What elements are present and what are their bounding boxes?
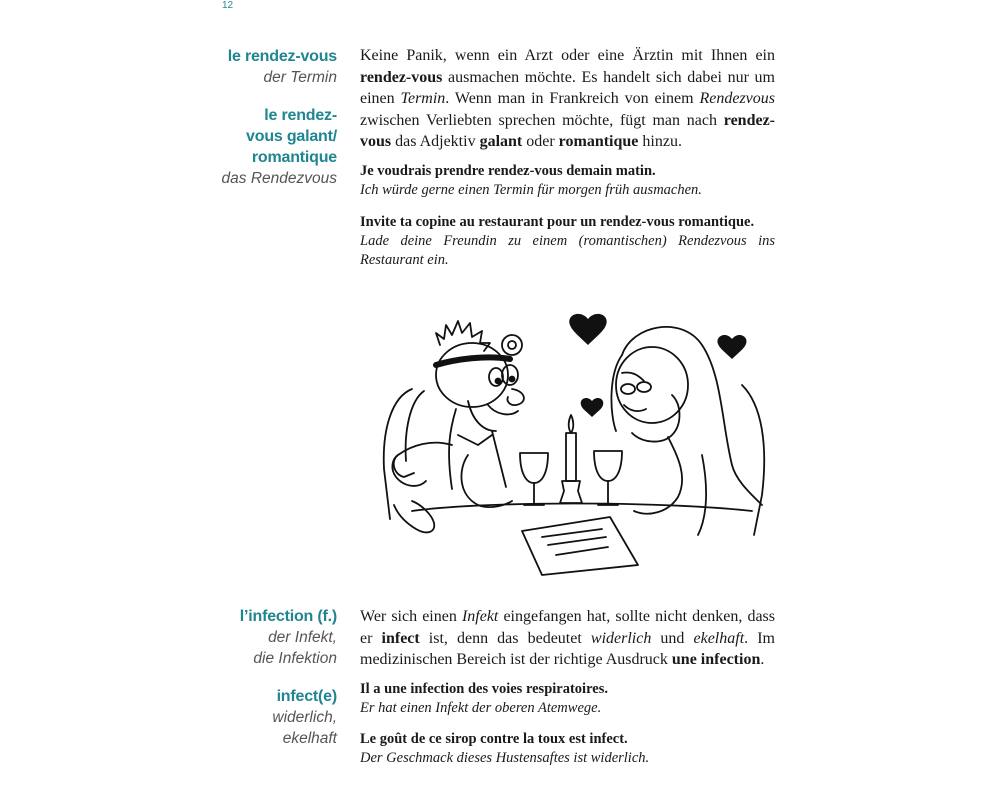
text-run: und [651, 629, 694, 647]
text-run: romantique [558, 133, 639, 150]
text-run: . [760, 651, 765, 668]
heart-icon [717, 335, 746, 359]
paragraph [360, 606, 775, 671]
text-run: rendez-vous [360, 111, 775, 150]
example-german: Ich würde gerne einen Termin für morgen früh ausmachen. [360, 181, 702, 198]
term: infect(e) [276, 688, 337, 705]
text-run: das Adjektiv [391, 133, 480, 150]
text-run: Infekt [461, 608, 499, 625]
text-run: widerlich [590, 629, 652, 647]
term-line: romantique [251, 149, 337, 166]
text-run: ekelhaft [693, 629, 745, 647]
text-run: zwischen Verliebten sprechen möchte, fügt man nach [360, 111, 724, 129]
paragraph [360, 45, 775, 153]
example-french: Il a une infection des voies respiratoires. [360, 680, 608, 697]
term-line: vous galant/ [246, 128, 337, 145]
term-line: le rendez- [264, 107, 337, 124]
text-run: infect [381, 629, 420, 647]
term: le rendez-vous [227, 48, 337, 65]
example-german: Er hat einen Infekt der oberen Atemwege. [360, 699, 602, 716]
translation-line: ekelhaft [282, 730, 337, 747]
page-number: 12 [222, 0, 234, 11]
heart-icon [581, 398, 604, 417]
text-run: ausmachen möchte. Es handelt sich dabei nur um einen [360, 68, 775, 107]
text-run: ist, denn das bedeutet [419, 629, 591, 647]
term: l’infection (f.) [239, 608, 337, 625]
text-run: Termin [400, 90, 446, 107]
translation: das Rendezvous [221, 170, 337, 187]
example-french: Le goût de ce sirop contre la toux est infect. [360, 730, 628, 747]
example-german: Der Geschmack dieses Hustensaftes ist widerlich. [360, 749, 650, 766]
translation: der Termin [263, 69, 337, 86]
translation-line: widerlich, [272, 709, 337, 726]
text-run: eingefangen hat, sollte nicht denken, dass er [360, 608, 776, 647]
text-run: Rendezvous [699, 90, 775, 107]
text-run: . Im medizinischen Bereich ist der richtige Ausdruck [360, 629, 775, 668]
translation-line: der Infekt, [268, 629, 337, 646]
glossary-margin-2 [200, 606, 337, 749]
text-run: Wer sich einen [360, 608, 462, 625]
translation-line: die Infektion [253, 650, 337, 667]
text-run: oder [522, 133, 559, 150]
text-run: Keine Panik, wenn ein Arzt oder eine Ärztin mit Ihnen ein [360, 47, 775, 64]
text-run: galant [479, 133, 523, 150]
article-body-1 [360, 45, 775, 270]
heart-icon [569, 314, 606, 345]
glossary-margin-1 [200, 46, 337, 189]
text-run: rendez-vous [360, 68, 443, 86]
example-french: Invite ta copine au restaurant pour un rendez-vous romantique. [360, 213, 755, 230]
text-run: . Wenn man in Frankreich von einem [445, 90, 700, 107]
text-run: une infection [671, 651, 761, 668]
example-french: Je voudrais prendre rendez-vous demain matin. [360, 162, 656, 179]
text-run: hinzu. [638, 133, 682, 150]
date-illustration [372, 305, 772, 577]
article-body-2 [360, 606, 775, 768]
example-german: Lade deine Freundin zu einem (romantischen) Rendezvous ins Restaurant ein. [360, 232, 775, 268]
